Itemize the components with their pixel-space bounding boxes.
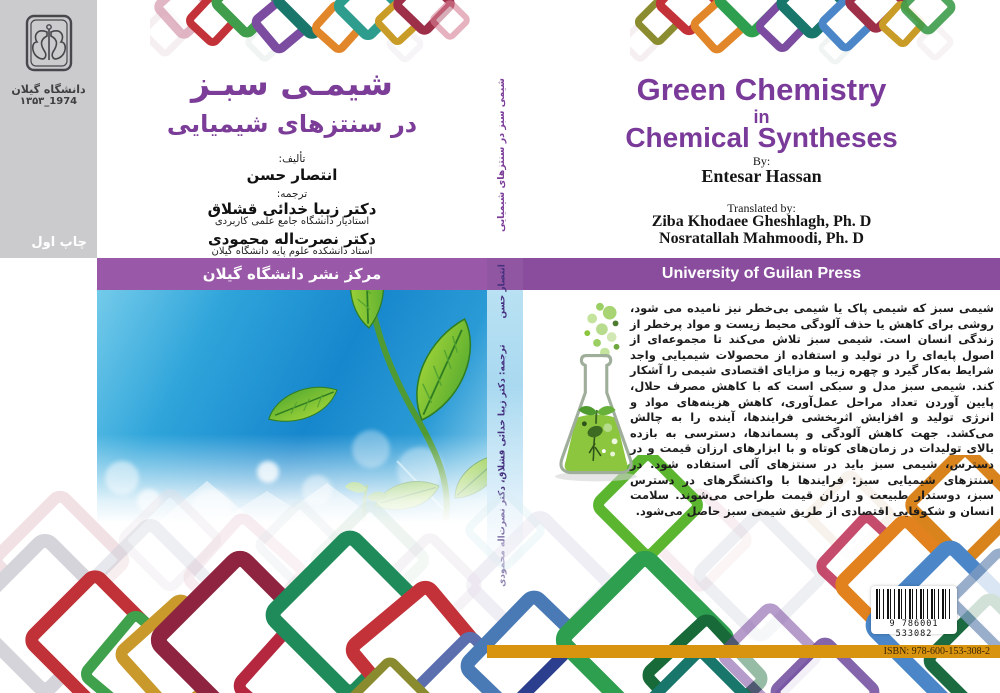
author-name-fa: انتصار حسن [246, 166, 338, 184]
university-emblem-icon [23, 14, 75, 76]
isbn-strip [487, 645, 1000, 658]
university-founding-years: ۱۳۵۳_1974 [19, 96, 78, 107]
author-name-en: Entesar Hassan [701, 166, 822, 186]
translators-label-fa: ترجمه: [276, 188, 308, 200]
university-name: دانشگاه گیلان [11, 83, 86, 96]
barcode-digits: 9 786001 533082 [889, 619, 939, 639]
spine-author: انتصار حسن [497, 264, 508, 319]
translator1-name-fa: دکتر زیبا خدائی قشلاق [207, 200, 377, 218]
by-label-en: By: [752, 154, 771, 168]
spine-title: شیمی سبز در سنتزهای شیمیایی [496, 78, 507, 232]
back-cover-summary-fa: شیمی سبز که شیمی پاک یا شیمی بی‌خطر نیز نامیده می شود، روشی برای کاهش یا حذف آلودگی محیط زیست و مواد پرخطر از زندگی انسان است. شیمی سبز تلاش می‌کند تا مجموعه‌ای از اصول پایه‌ای را در تولید و استفاده از محصولات شیمیایی واجد شرایط به‌کار گیرد و چهره زیبا و مزایای اقتصادی شیمی را آشکار کند. شیمی سبز مدل و سبکی است که با کاهش مصرف حلال، پایین آوردن تعداد مراحل عمل‌آوری، کاهش هزینه‌های مواد و انرژی تولید و افزایش اثربخشی فرایندها، آینده را به چالش می‌کشد. جهت کاهش آلودگی و پسماندها، دسترسی به بازده بالای تولیدات در زمان‌های کوتاه و با ابزارهای ارزان قیمت و در دسترس، شیمی سبز باید در سنتزهای آلی استفاده شود. در سنتزهای شیمیایی سبز: فرایندها با واکنشگرهای در دسترس سبز، دوستدار طبیعت و ارزان قیمت طراحی می‌شوند. سلامت انسان و شکوفایی اقتصادی از طریق شیمی سبز حاصل می‌شود. [630, 301, 994, 518]
book-title-en-line3: Chemical Syntheses [625, 122, 898, 153]
translated-by-label-en: Translated by: [727, 201, 796, 215]
book-title-fa-line2: در سنتزهای شیمیایی [166, 110, 418, 138]
publisher-banner-en: University of Guilan Press [523, 258, 1000, 290]
book-title-fa-line1: شیمـی سبـز [191, 64, 393, 103]
isbn-text: ISBN: 978-600-153-308-2 [883, 646, 990, 657]
front-cover-persian [97, 58, 487, 258]
back-cover-english [523, 0, 1000, 250]
university-logo [0, 14, 97, 107]
translator1-name-en: Ziba Khodaee Gheshlagh, Ph. D [651, 213, 872, 230]
barcode-bars [876, 589, 952, 619]
translator2-affiliation-fa: استاد دانشکده علوم پایه دانشگاه گیلان [211, 246, 373, 257]
publisher-banner-fa: مرکز نشر دانشگاه گیلان [97, 258, 487, 290]
barcode [871, 586, 957, 639]
translator2-name-fa: دکتر نصرت‌اله محمودی [207, 230, 376, 248]
spine-translators: ترجمه: دکتر زیبا خدائی قشلاق، دکتر نصرت‌اله محمودی [497, 344, 508, 587]
edition-label: چاپ اول [31, 235, 87, 250]
translator2-name-en: Nosratallah Mahmoodi, Ph. D [659, 230, 864, 247]
translator1-affiliation-fa: استادیار دانشگاه جامع علمی کاربردی [214, 216, 370, 227]
book-title-en-line2: in [753, 107, 770, 127]
book-title-en-line1: Green Chemistry [636, 72, 887, 107]
author-label-fa: تألیف: [278, 153, 306, 165]
cover-flap [0, 0, 97, 258]
